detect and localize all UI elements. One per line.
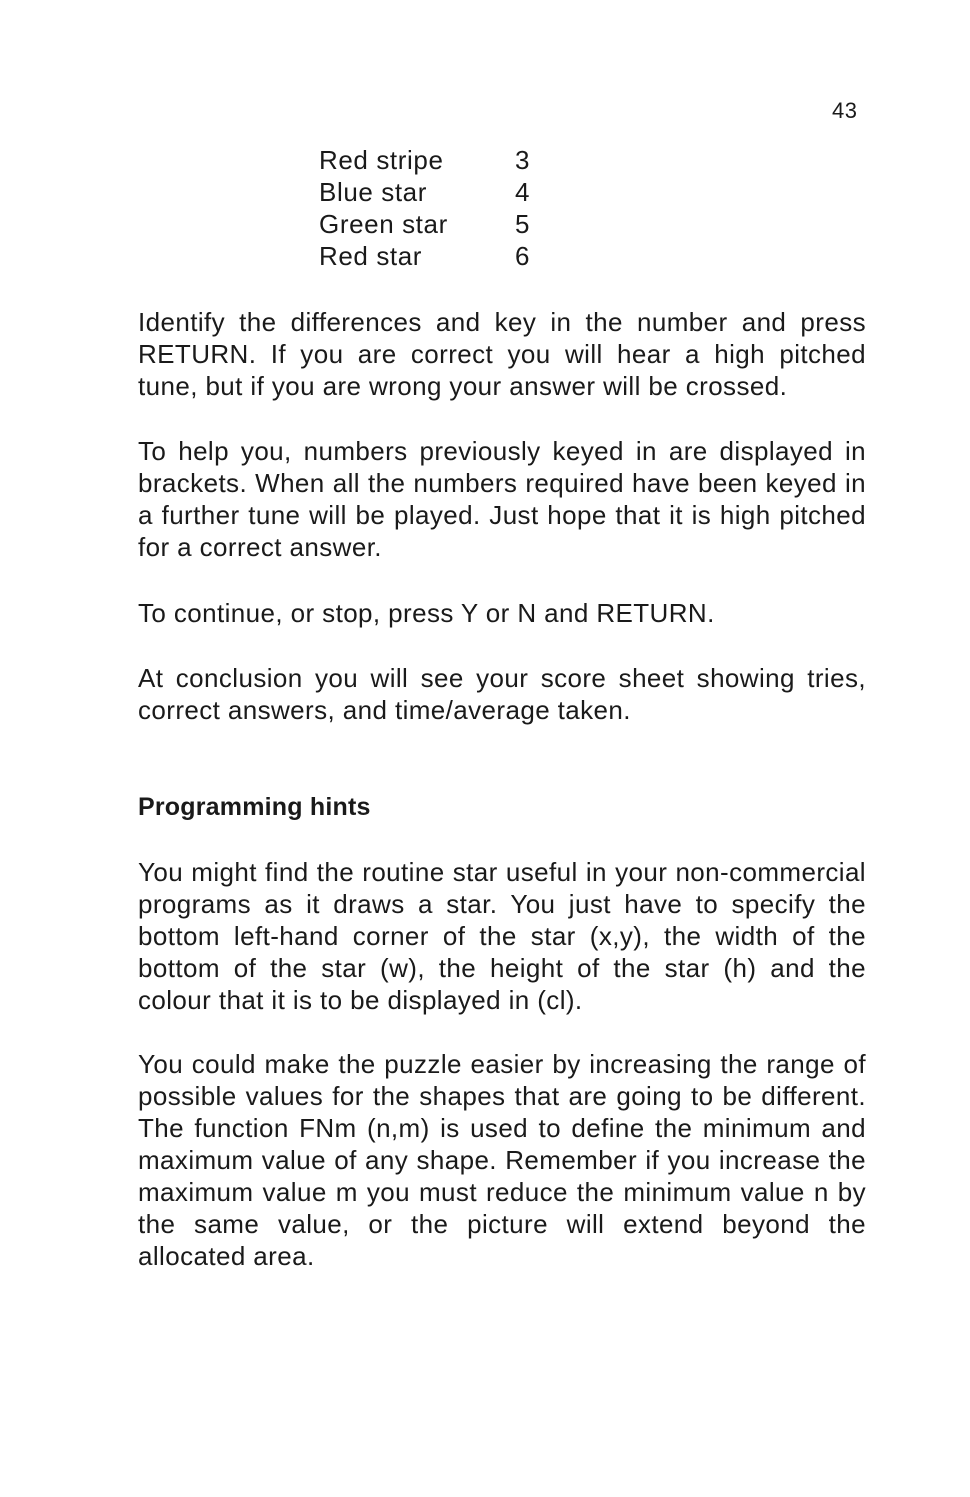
- paragraph-help: To help you, numbers previously keyed in are displayed in brackets. When all the numbers required have been keyed in a further tune will be played. Just hope that it is high pitched for a correct answer.: [138, 436, 866, 562]
- paragraph-continue: To continue, or stop, press Y or N and RETURN.: [138, 598, 715, 628]
- paragraph-identify: Identify the differences and key in the number and press RETURN. If you are correct you will hear a high pitched tune, but if you are wrong your answer will be crossed.: [138, 307, 866, 401]
- key-row: [319, 240, 545, 272]
- shape-key-table: [319, 144, 545, 272]
- key-label: Green star: [319, 209, 448, 239]
- key-row: [319, 208, 545, 240]
- key-value: 5: [515, 209, 531, 239]
- key-label: Red stripe: [319, 145, 444, 175]
- key-value: 3: [515, 145, 531, 175]
- paragraph-star-routine: You might find the routine star useful in your non-commercial programs as it draws a star. You just have to specify the bottom left-hand corner of the star (x,y), the width of the bottom of the star (w), the height of the star (h) and the colour that it is to be displayed in (cl).: [138, 857, 866, 1015]
- paragraph-puzzle-easier: You could make the puzzle easier by increasing the range of possible values for the shapes that are going to be different. The function FNm (n,m) is used to define the minimum and maximum value of any shape. Remember if you increase the maximum value m you must reduce the minimum value n by the same value, or the picture will extend beyond the allocated area.: [138, 1049, 866, 1271]
- key-value: 4: [515, 177, 531, 207]
- paragraph-conclusion: At conclusion you will see your score sheet showing tries, correct answers, and time/average taken.: [138, 663, 866, 725]
- page-number: 43: [832, 98, 858, 123]
- key-label: Red star: [319, 241, 423, 271]
- key-label: Blue star: [319, 177, 428, 207]
- section-heading: Programming hints: [138, 793, 371, 821]
- key-row: [319, 176, 545, 208]
- key-value: 6: [515, 241, 531, 271]
- key-row: [319, 144, 545, 176]
